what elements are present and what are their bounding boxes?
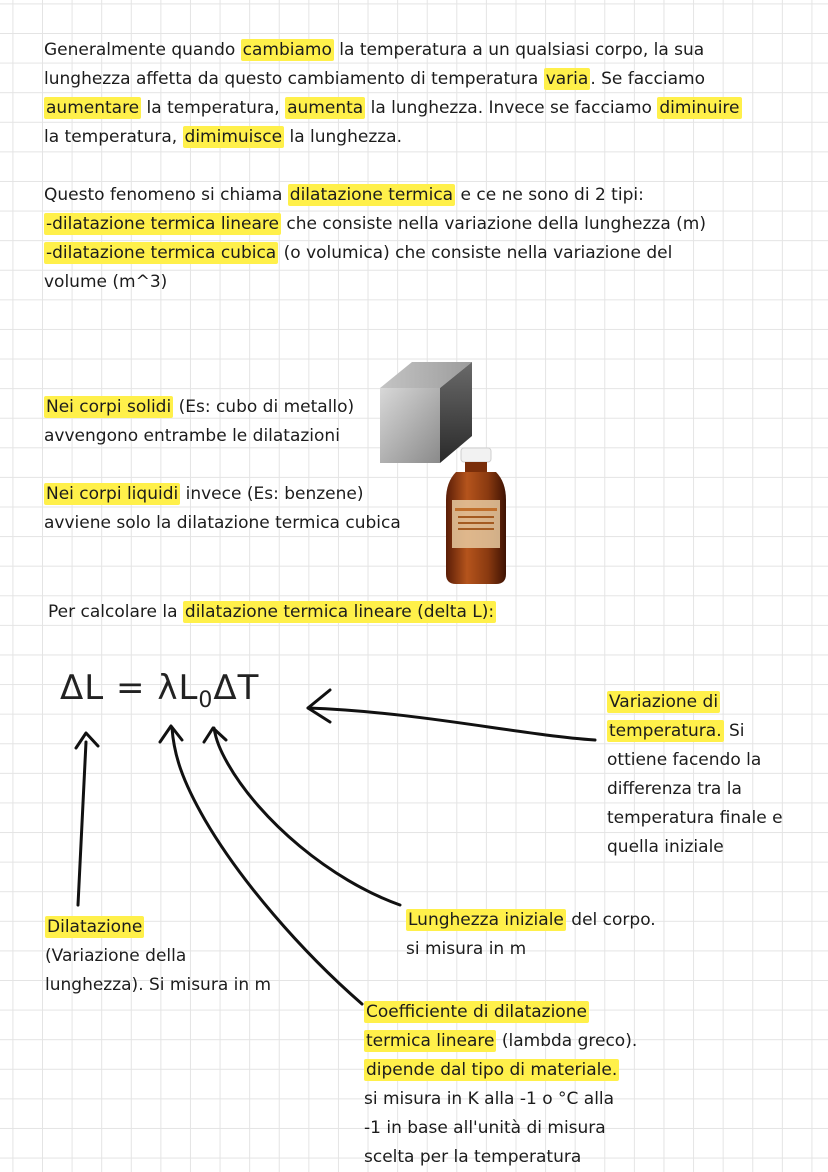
highlight: dilatazione termica lineare (delta L): [184, 602, 495, 622]
highlight: termica lineare [366, 1031, 495, 1051]
initial-length-note [406, 906, 656, 964]
temperature-note [607, 688, 783, 862]
text: Si [723, 721, 745, 741]
highlight: varia [545, 69, 589, 89]
text: si misura in m [406, 939, 527, 959]
text: differenza tra la [607, 779, 742, 799]
arrow-coefficient-head [160, 726, 182, 742]
solids-paragraph [44, 393, 354, 451]
text: la lunghezza. Invece se facciamo [365, 98, 658, 118]
intro-paragraph [44, 36, 742, 152]
text: lunghezza). Si misura in m [45, 975, 272, 995]
text: lunghezza affetta da questo cambiamento di temperatura [44, 69, 544, 89]
types-paragraph [44, 181, 706, 297]
text: Questo fenomeno si chiama [44, 185, 288, 205]
arrow-temperature-head [308, 690, 330, 722]
text: Generalmente quando [44, 40, 241, 60]
text: si misura in K alla -1 o °C alla [364, 1089, 615, 1109]
text: temperatura finale e [607, 808, 783, 828]
highlight: dipende dal tipo di materiale. [366, 1060, 618, 1080]
highlight: dimimuisce [184, 127, 283, 147]
l0-symbol: L [178, 668, 199, 708]
arrow-initial-length-head [204, 728, 226, 742]
dilatazione-note [45, 913, 271, 1000]
highlight: temperatura. [609, 721, 722, 741]
formula [60, 668, 259, 721]
text: (o volumica) che consiste nella variazione del [278, 243, 673, 263]
highlight: aumentare [46, 98, 140, 118]
text: . Se facciamo [590, 69, 705, 89]
text: ottiene facendo la [607, 750, 762, 770]
text: e ce ne sono di 2 tipi: [455, 185, 644, 205]
highlight: Nei corpi liquidi [46, 484, 179, 504]
text: che consiste nella variazione della lunghezza (m) [281, 214, 706, 234]
text: quella iniziale [607, 837, 724, 857]
highlight: cambiamo [242, 40, 332, 60]
delta-l-symbol: ΔL [60, 668, 105, 708]
text: la lunghezza. [284, 127, 402, 147]
lambda-symbol: λ [157, 668, 179, 708]
text: avvengono entrambe le dilatazioni [44, 426, 340, 446]
text: (Variazione della [45, 946, 187, 966]
coefficient-note [364, 998, 637, 1172]
text: volume (m^3) [44, 272, 168, 292]
arrow-initial-length [214, 728, 400, 905]
highlight: aumenta [287, 98, 364, 118]
text: la temperatura, [44, 127, 183, 147]
arrow-dilatazione-head [76, 733, 98, 748]
text: la temperatura, [141, 98, 286, 118]
text: scelta per la temperatura [364, 1147, 582, 1167]
arrow-temperature [308, 708, 595, 740]
text: (Es: cubo di metallo) [173, 397, 355, 417]
highlight: -dilatazione termica lineare [46, 214, 279, 234]
highlight: Coefficiente di dilatazione [366, 1002, 587, 1022]
text: -1 in base all'unità di misura [364, 1118, 606, 1138]
text: del corpo. [565, 910, 656, 930]
calc-heading [48, 598, 496, 627]
highlight: Variazione di [609, 692, 719, 712]
arrow-dilatazione [78, 742, 86, 905]
liquids-paragraph [44, 480, 401, 538]
delta-t-symbol: ΔT [213, 668, 260, 708]
text: Per calcolare la [48, 602, 183, 622]
highlight: Lunghezza iniziale [408, 910, 564, 930]
highlight: Nei corpi solidi [46, 397, 172, 417]
text: invece (Es: benzene) [180, 484, 364, 504]
highlight: Dilatazione [47, 917, 143, 937]
equals-sign: = [104, 668, 158, 708]
highlight: diminuire [659, 98, 740, 118]
highlight: -dilatazione termica cubica [46, 243, 277, 263]
text: avviene solo la dilatazione termica cubica [44, 513, 401, 533]
text: la temperatura a un qualsiasi corpo, la sua [333, 40, 705, 60]
l0-subscript: 0 [198, 687, 214, 713]
text: (lambda greco). [496, 1031, 638, 1051]
highlight: dilatazione termica [289, 185, 454, 205]
